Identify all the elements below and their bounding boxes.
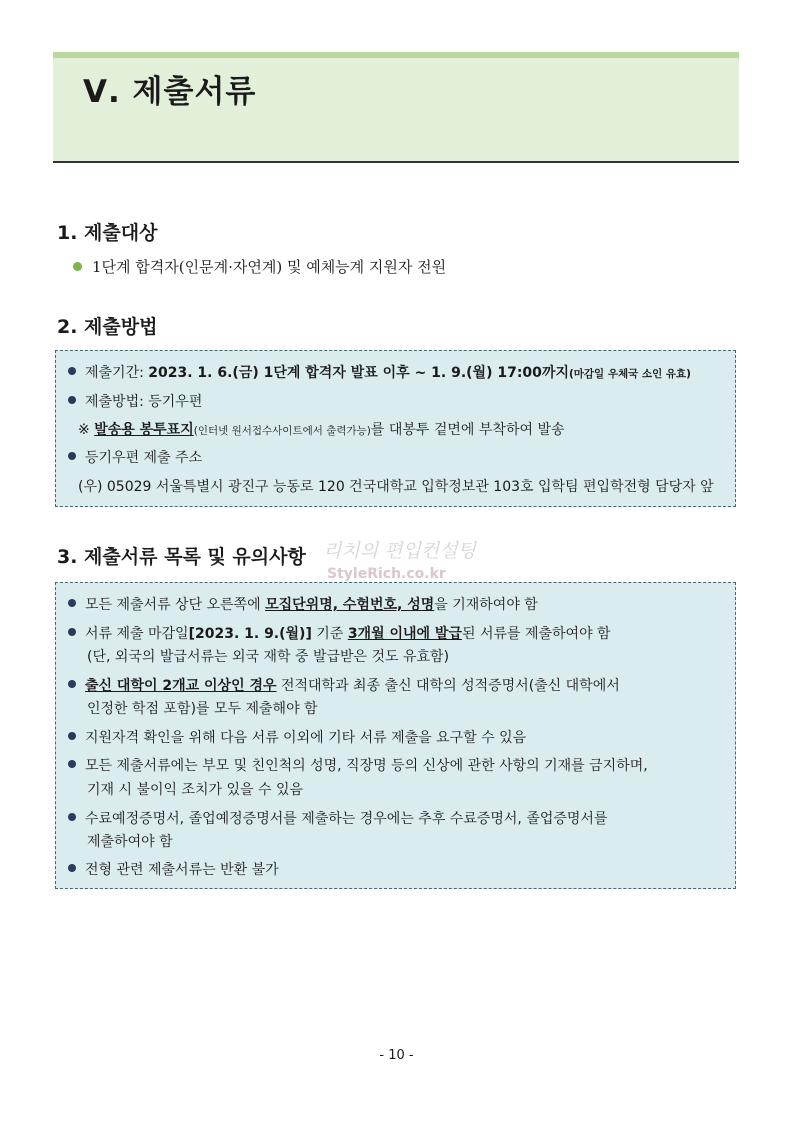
note-item-continued: (단, 외국의 발급서류는 외국 재학 중 발급받은 것도 유효함) bbox=[87, 649, 450, 665]
note-item: 전형 관련 제출서류는 반환 불가 bbox=[68, 859, 279, 879]
bullet-icon bbox=[68, 396, 76, 404]
note-item: 모든 제출서류에는 부모 및 친인척의 성명, 직장명 등의 신상에 관한 사항의 기재를 금지하며, bbox=[68, 755, 648, 775]
submission-method: 제출방법: 등기우편 bbox=[68, 391, 202, 411]
section-1-heading: 1. 제출대상 bbox=[57, 222, 158, 244]
section-3-heading: 3. 제출서류 목록 및 유의사항 bbox=[57, 546, 306, 568]
page-number: - 10 - bbox=[379, 1048, 414, 1063]
note-item: 출신 대학이 2개교 이상인 경우 전적대학과 최종 출신 대학의 성적증명서(출신 대학에서 bbox=[68, 675, 620, 695]
chapter-title: Ⅴ. 제출서류 bbox=[83, 74, 257, 110]
watermark-url: StyleRich.co.kr bbox=[327, 566, 446, 582]
watermark-text: 리치의 편입컨설팅 bbox=[323, 540, 476, 562]
envelope-note: ※ 발송용 봉투표지(인터넷 원서접수사이트에서 출력가능)를 대봉투 겉면에 부착하여 발송 bbox=[78, 422, 565, 438]
section-2-heading: 2. 제출방법 bbox=[57, 316, 158, 338]
chapter-header bbox=[53, 52, 739, 163]
bullet-icon bbox=[68, 760, 76, 768]
note-item: 수료예정증명서, 졸업예정증명서를 제출하는 경우에는 추후 수료증명서, 졸업증명서를 bbox=[68, 808, 607, 828]
bullet-icon bbox=[68, 628, 76, 636]
submission-period: 제출기간: 2023. 1. 6.(금) 1단계 합격자 발표 이후 ~ 1. 9.(월) 17:00까지(마감일 우체국 소인 유효) bbox=[68, 362, 691, 382]
bullet-icon bbox=[73, 262, 82, 271]
note-item: 모든 제출서류 상단 오른쪽에 모집단위명, 수험번호, 성명을 기재하여야 함 bbox=[68, 594, 538, 614]
bullet-icon bbox=[68, 367, 76, 375]
mail-address-label: 등기우편 제출 주소 bbox=[68, 447, 202, 467]
mail-address: (우) 05029 서울특별시 광진구 능동로 120 건국대학교 입학정보관 103호 입학팀 편입학전형 담당자 앞 bbox=[78, 479, 714, 495]
note-item-continued: 인정한 학점 포함)를 모두 제출해야 함 bbox=[87, 701, 318, 717]
bullet-icon bbox=[68, 732, 76, 740]
submission-method-box bbox=[55, 350, 736, 507]
document-notes-box bbox=[55, 582, 736, 889]
note-item: 지원자격 확인을 위해 다음 서류 이외에 기타 서류 제출을 요구할 수 있음 bbox=[68, 727, 526, 747]
bullet-icon bbox=[68, 680, 76, 688]
bullet-icon bbox=[68, 864, 76, 872]
bullet-icon bbox=[68, 813, 76, 821]
section-1-item: 1단계 합격자(인문계·자연계) 및 예체능계 지원자 전원 bbox=[73, 256, 446, 277]
bullet-icon bbox=[68, 452, 76, 460]
bullet-icon bbox=[68, 599, 76, 607]
note-item-continued: 제출하여야 함 bbox=[87, 834, 173, 850]
note-item-continued: 기재 시 불이익 조치가 있을 수 있음 bbox=[87, 782, 304, 798]
note-item: 서류 제출 마감일[2023. 1. 9.(월)] 기준 3개월 이내에 발급된 서류를 제출하여야 함 bbox=[68, 623, 611, 643]
